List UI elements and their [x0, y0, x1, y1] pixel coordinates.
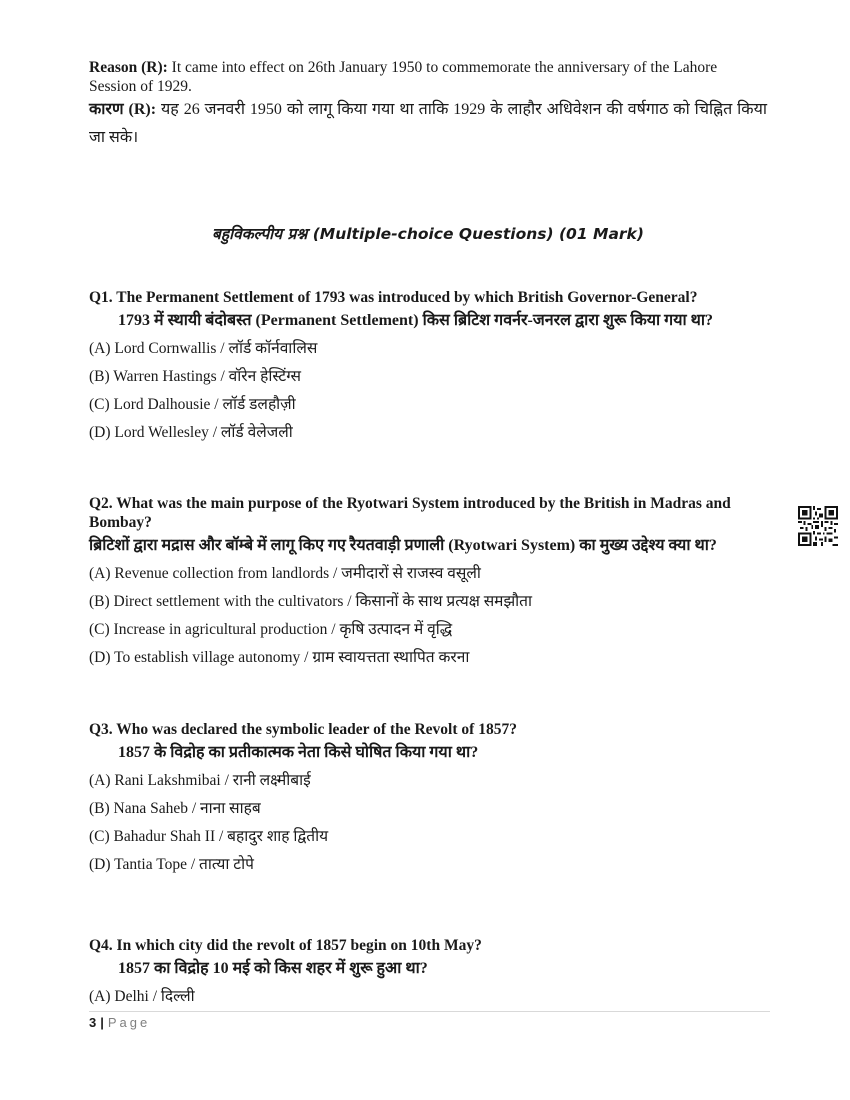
option-b: (B) Warren Hastings / वॉरेन हेस्टिंग्स	[89, 368, 302, 385]
question-text-hindi: 1793 में स्थायी बंदोबस्त (Permanent Settlement) किस ब्रिटिश गवर्नर-जनरल द्वारा शुरू किया गया था?	[118, 312, 713, 329]
page-footer	[89, 1015, 150, 1030]
option-c: (C) Increase in agricultural production / कृषि उत्पादन में वृद्धि	[89, 621, 453, 638]
question-2	[89, 494, 767, 672]
option-d: (D) Lord Wellesley / लॉर्ड वेलेजली	[89, 424, 293, 441]
question-1	[89, 288, 767, 447]
reason-hindi-text: यह 26 जनवरी 1950 को लागू किया गया था ताकि 1929 के लाहौर अधिवेशन की वर्षगाठ को चिह्नित किया जा सके।	[89, 101, 768, 146]
reason-label: Reason (R):	[89, 59, 168, 76]
reason-hindi	[89, 96, 767, 152]
page-content	[89, 58, 768, 1005]
page-number: 3	[89, 1015, 97, 1030]
question-text: Q4. In which city did the revolt of 1857 begin on 10th May?	[89, 937, 482, 954]
reason-hindi-label: कारण (R):	[89, 101, 157, 118]
question-text: Q3. Who was declared the symbolic leader of the Revolt of 1857?	[89, 721, 517, 738]
question-text: Q1. The Permanent Settlement of 1793 was introduced by which British Governor-General?	[89, 289, 698, 306]
footer-divider	[89, 1011, 770, 1012]
option-d: (D) To establish village autonomy / ग्राम स्वायत्तता स्थापित करना	[89, 649, 470, 666]
option-a: (A) Delhi / दिल्ली	[89, 988, 195, 1005]
option-d: (D) Tantia Tope / तात्या टोपे	[89, 856, 254, 873]
option-b: (B) Direct settlement with the cultivators / किसानों के साथ प्रत्यक्ष समझौता	[89, 593, 533, 610]
option-c: (C) Bahadur Shah II / बहादुर शाह द्वितीय	[89, 828, 329, 845]
question-4	[89, 936, 767, 1011]
question-3	[89, 720, 767, 879]
question-text-hindi: ब्रिटिशों द्वारा मद्रास और बॉम्बे में लागू किए गए रैयतवाड़ी प्रणाली (Ryotwari System) का मुख्य उद्देश्य क्या था?	[89, 537, 717, 554]
footer-separator: |	[100, 1015, 104, 1030]
option-a: (A) Revenue collection from landlords / जमीदारों से राजस्व वसूली	[89, 565, 481, 582]
page-label: Page	[107, 1015, 151, 1030]
option-b: (B) Nana Saheb / नाना साहब	[89, 800, 261, 817]
option-a: (A) Lord Cornwallis / लॉर्ड कॉर्नवालिस	[89, 340, 318, 357]
option-c: (C) Lord Dalhousie / लॉर्ड डलहौज़ी	[89, 396, 296, 413]
section-title: बहुविकल्पीय प्रश्न (Multiple-choice Questions) (01 Mark)	[212, 225, 644, 243]
question-text-hindi: 1857 के विद्रोह का प्रतीकात्मक नेता किसे घोषित किया गया था?	[118, 744, 479, 761]
option-a: (A) Rani Lakshmibai / रानी लक्ष्मीबाई	[89, 772, 311, 789]
question-text-hindi: 1857 का विद्रोह 10 मई को किस शहर में शुरू हुआ था?	[118, 960, 428, 977]
reason-english	[89, 58, 767, 96]
qr-code-icon[interactable]	[798, 506, 838, 546]
question-text: Q2. What was the main purpose of the Ryotwari System introduced by the British in Madras and Bombay?	[89, 495, 731, 531]
reason-text: It came into effect on 26th January 1950 to commemorate the anniversary of the Lahore Session of 1929.	[89, 59, 718, 95]
